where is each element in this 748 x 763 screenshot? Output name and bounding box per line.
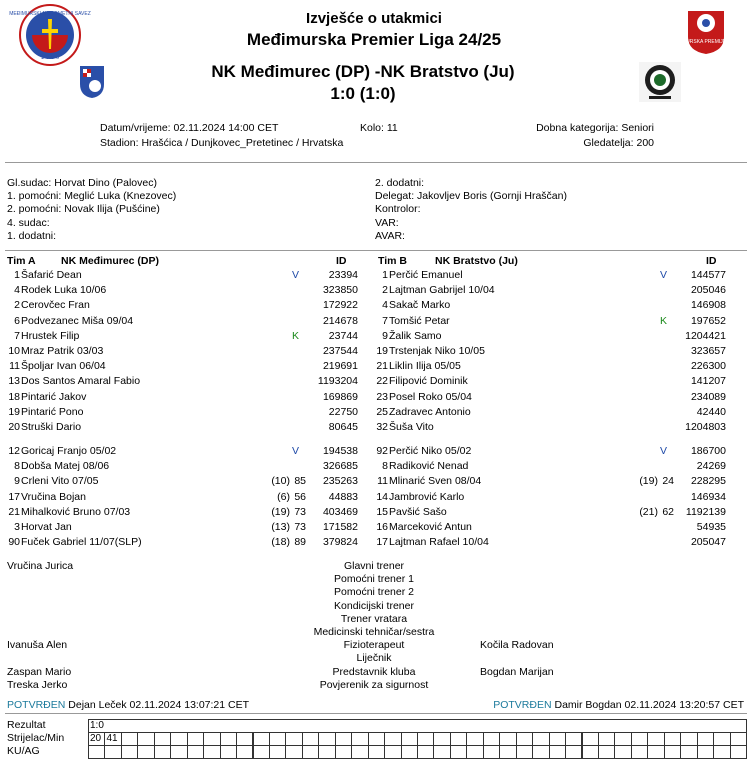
player-name: Lajtman Rafael 10/04: [389, 536, 489, 549]
player-id: 141207: [690, 375, 726, 388]
player-name: Žalik Samo: [389, 329, 442, 342]
staff-role: Medicinski tehničar/sestra: [313, 626, 435, 639]
official-row: Delegat: Jakovljev Boris (Gornji Hraščan): [375, 190, 567, 203]
player-number: 8: [14, 460, 20, 473]
player-name: Mlinarić Sven 08/04: [389, 475, 482, 488]
scorer-cell: [582, 732, 599, 746]
player-name: Vručina Bojan: [21, 490, 86, 503]
official-row: Kontrolor:: [375, 203, 421, 216]
kuag-cell: [269, 745, 286, 759]
player-name: Struški Dario: [21, 421, 82, 433]
player-name: Fuček Gabriel 11/07(SLP): [21, 536, 142, 549]
scorer-cell: [384, 732, 401, 746]
player-sub-minute: 73: [294, 505, 306, 518]
scorer-cell: [236, 732, 253, 746]
player-name: Špoljar Ivan 06/04: [21, 360, 106, 373]
player-name: Marceković Antun: [389, 521, 472, 533]
player-number: 4: [14, 284, 20, 297]
confirm-a: [7, 699, 249, 711]
player-name: Horvat Jan: [21, 521, 72, 533]
player-name: Dobša Matej 08/06: [21, 460, 110, 473]
scorer-cell: [532, 732, 549, 746]
confirm-a-status: POTVRĐEN: [7, 699, 66, 711]
kuag-cell: [236, 745, 253, 759]
officials-left: [7, 177, 176, 243]
player-id: 228295: [690, 475, 726, 488]
player-sub-for: (21): [639, 505, 658, 518]
scorer-cell: [565, 732, 582, 746]
player-name: Jambrović Karlo: [389, 490, 465, 503]
player-id: 323657: [690, 345, 726, 357]
scorer-cell: [187, 732, 204, 746]
player-number: 21: [376, 360, 388, 373]
player-name: Šafarić Dean: [21, 269, 82, 281]
match-stadium: Stadion: Hrašćica / Dunjkovec_Pretetinec / Hrvatska: [100, 137, 344, 149]
player-name: Šuša Vito: [389, 421, 434, 433]
player-id: 1192139: [685, 505, 726, 518]
kuag-cell: [253, 745, 270, 759]
scorer-cell: [647, 732, 664, 746]
player-name: Dos Santos Amaral Fabio: [21, 375, 141, 388]
player-number: 16: [376, 521, 388, 533]
kuag-cell: [302, 745, 319, 759]
player-id: 194538: [322, 445, 358, 457]
official-row: 2. dodatni:: [375, 177, 425, 189]
player-name: Crleni Vito 07/05: [21, 475, 99, 488]
match-round: Kolo: 11: [360, 122, 398, 134]
player-id: 80645: [328, 421, 358, 433]
staff-role: Kondicijski trener: [334, 599, 414, 612]
kuag-cell: [417, 745, 434, 759]
player-role-mark: V: [660, 269, 668, 281]
staff-role: Predstavnik kluba: [332, 665, 416, 678]
scorer-cell: [730, 732, 747, 746]
result-grid: [88, 719, 746, 759]
player-sub-minute: 89: [294, 536, 306, 549]
player-name: Hrustek Filip: [21, 329, 80, 342]
player-name: Posel Roko 05/04: [389, 390, 472, 403]
player-id: 197652: [690, 314, 726, 327]
player-role-mark: V: [292, 269, 300, 281]
staff-roles: [262, 560, 486, 692]
kuag-cell: [318, 745, 335, 759]
scorer-cell: [713, 732, 730, 746]
player-id: 169869: [322, 390, 358, 403]
player-name: Rodek Luka 10/06: [21, 284, 107, 297]
officials-right: [375, 177, 567, 243]
scorer-cell: [318, 732, 335, 746]
kuag-cell: [516, 745, 533, 759]
player-id: 172922: [322, 299, 358, 312]
match-title: NK Međimurec (DP) -NK Bratstvo (Ju): [211, 62, 515, 81]
kuag-cell: [532, 745, 549, 759]
player-name: Trstenjak Niko 10/05: [389, 345, 485, 357]
player-id: 23744: [328, 329, 358, 342]
player-number: 1: [14, 269, 20, 281]
kuag-cell: [631, 745, 648, 759]
player-id: 24269: [696, 460, 726, 473]
kuag-cell: [664, 745, 681, 759]
mns-logo-year: 1 9 5 0: [40, 55, 60, 61]
kuag-cell: [433, 745, 450, 759]
scorer-cell: [121, 732, 138, 746]
player-number: 11: [377, 475, 388, 488]
player-name: Perčić Niko 05/02: [389, 445, 472, 457]
player-name: Tomšić Petar: [389, 314, 450, 327]
kuag-cell: [170, 745, 187, 759]
player-id: 144577: [690, 269, 726, 281]
team-a-label: Tim A: [7, 255, 36, 267]
player-number: 4: [382, 299, 388, 312]
match-datetime: Datum/vrijeme: 02.11.2024 14:00 CET: [100, 122, 279, 134]
staff-role: Liječnik: [356, 652, 392, 665]
player-id: 237544: [322, 345, 358, 357]
player-name: Goricaj Franjo 05/02: [21, 445, 117, 457]
report-title: Izvješće o utakmici: [306, 10, 442, 27]
player-number: 15: [376, 505, 388, 518]
scorer-cell: [483, 732, 500, 746]
player-sub-for: (19): [271, 505, 290, 518]
player-number: 1: [382, 269, 388, 281]
player-id: 403469: [322, 505, 358, 518]
player-id: 23394: [328, 269, 358, 281]
player-sub-minute: 62: [662, 505, 674, 518]
scorer-cell: [598, 732, 615, 746]
mns-logo-text: MEĐIMURSKI NOGOMETNI SAVEZ: [9, 11, 91, 17]
staff-a-rep: Zaspan Mario: [7, 666, 72, 678]
player-number: 2: [14, 299, 20, 312]
player-name: Pintarić Pono: [21, 405, 84, 418]
player-number: 10: [8, 345, 20, 357]
league-name: Međimurska Premier Liga 24/25: [246, 30, 502, 49]
player-id: 1204803: [685, 421, 726, 433]
scorer-cell: [466, 732, 483, 746]
kuag-cell: [713, 745, 730, 759]
staff-a-physio: Ivanuša Alen: [7, 639, 68, 651]
scorer-cell: [170, 732, 187, 746]
kuag-cell: [121, 745, 138, 759]
kuag-cell: [154, 745, 171, 759]
kuag-cell: [351, 745, 368, 759]
divider: [5, 713, 747, 714]
age-category: Dobna kategorija: Seniori: [536, 122, 654, 134]
player-sub-minute: 24: [662, 475, 674, 488]
player-id: 205047: [690, 536, 726, 549]
player-name: Perčić Emanuel: [389, 269, 463, 281]
player-number: 14: [376, 490, 388, 503]
player-number: 7: [14, 329, 20, 342]
scorer-cell: [614, 732, 631, 746]
player-name: Mihalković Bruno 07/03: [21, 505, 131, 518]
staff-role: Pomoćni trener 1: [334, 573, 414, 586]
kuag-cell: [466, 745, 483, 759]
player-number: 23: [376, 390, 388, 403]
player-name: Zadravec Antonio: [389, 405, 471, 418]
player-number: 8: [382, 460, 388, 473]
staff-role: Fizioterapeut: [343, 639, 405, 652]
player-id: 379824: [322, 536, 358, 549]
team-a-name: NK Međimurec (DP): [61, 255, 160, 267]
player-id: 235263: [322, 475, 358, 488]
kuag-cell: [335, 745, 352, 759]
strijelac-label: Strijelac/Min: [7, 732, 65, 744]
player-name: Filipović Dominik: [389, 375, 468, 388]
player-number: 19: [376, 345, 388, 357]
player-sub-for: (6): [277, 490, 290, 503]
player-number: 17: [8, 490, 20, 503]
player-id: 219691: [322, 360, 358, 373]
player-number: 9: [382, 329, 388, 342]
confirm-b-status: POTVRĐEN: [493, 699, 552, 711]
official-row: 1. dodatni:: [7, 229, 57, 242]
player-name: Pavšić Sašo: [389, 505, 447, 518]
official-row: 4. sudac:: [7, 216, 50, 229]
kuag-cell: [565, 745, 582, 759]
scorer-cell: [697, 732, 714, 746]
player-sub-for: (19): [639, 475, 658, 488]
player-number: 12: [8, 445, 20, 457]
kuag-cell: [285, 745, 302, 759]
player-number: 2: [382, 284, 388, 297]
scorer-cell: [401, 732, 418, 746]
spectators: Gledatelja: 200: [583, 137, 654, 149]
scorer-cell: 41: [104, 732, 121, 746]
scorer-cell: [220, 732, 237, 746]
kuag-cell: [647, 745, 664, 759]
player-name: Lajtman Gabrijel 10/04: [389, 284, 495, 297]
kuag-cell: [88, 745, 105, 759]
divider: [5, 250, 747, 251]
player-id: 171582: [322, 521, 358, 533]
player-sub-for: (10): [271, 475, 290, 488]
scorer-cell: [549, 732, 566, 746]
staff-role: Trener vratara: [340, 612, 408, 625]
kuag-cell: [697, 745, 714, 759]
player-name: Pintarić Jakov: [21, 390, 87, 403]
player-id: 214678: [322, 314, 358, 327]
staff-role: Povjerenik za sigurnost: [319, 678, 429, 691]
kuag-cell: [368, 745, 385, 759]
player-id: 326685: [322, 460, 358, 473]
scorer-cell: [516, 732, 533, 746]
scorer-cell: [450, 732, 467, 746]
team-b-label: Tim B: [378, 255, 407, 267]
team-b-id-header: ID: [706, 255, 717, 267]
kuag-cell: [104, 745, 121, 759]
kuag-cell: [614, 745, 631, 759]
rezultat-cell: 1:0: [88, 719, 747, 733]
kuag-cell: [203, 745, 220, 759]
staff-b-physio: Kočila Radovan: [480, 639, 554, 651]
player-sub-for: (13): [271, 521, 290, 533]
scorer-cell: [680, 732, 697, 746]
scorer-cell: [417, 732, 434, 746]
confirm-b-text: Damir Bogdan 02.11.2024 13:20:57 CET: [554, 699, 744, 711]
kuag-cell: [499, 745, 516, 759]
scorer-cell: [154, 732, 171, 746]
kuag-cell: [483, 745, 500, 759]
kuag-cell: [598, 745, 615, 759]
scorer-cell: [499, 732, 516, 746]
player-number: 13: [8, 375, 20, 388]
kuag-label: KU/AG: [7, 745, 40, 757]
player-number: 9: [14, 475, 20, 488]
kuag-cell: [582, 745, 599, 759]
player-number: 11: [9, 360, 20, 373]
match-score: 1:0 (1:0): [330, 84, 396, 103]
player-id: 22750: [328, 405, 358, 418]
player-name: Radiković Nenad: [389, 460, 469, 473]
player-id: 42440: [696, 405, 726, 418]
official-row: 2. pomoćni: Novak Ilija (Pušćine): [7, 203, 160, 216]
player-id: 1204421: [685, 329, 726, 342]
scorer-cell: [302, 732, 319, 746]
kuag-cell: [730, 745, 747, 759]
player-id: 234089: [690, 390, 726, 403]
confirm-b: [493, 699, 744, 711]
player-role-mark: K: [292, 329, 300, 342]
player-number: 20: [8, 421, 20, 433]
player-number: 32: [376, 421, 388, 433]
official-row: 1. pomoćni: Meglić Luka (Knezovec): [7, 190, 177, 203]
player-number: 17: [376, 536, 388, 549]
player-name: Mraz Patrik 03/03: [21, 345, 104, 357]
scorer-cell: [285, 732, 302, 746]
player-sub-minute: 56: [294, 490, 306, 503]
player-number: 25: [376, 405, 388, 418]
player-role-mark: V: [292, 445, 300, 457]
player-number: 18: [8, 390, 20, 403]
kuag-cell: [220, 745, 237, 759]
player-role-mark: V: [660, 445, 668, 457]
player-number: 3: [14, 521, 20, 533]
scorer-cell: [368, 732, 385, 746]
kuag-cell: [137, 745, 154, 759]
scorer-cell: [335, 732, 352, 746]
player-number: 90: [8, 536, 20, 549]
kuag-cell: [680, 745, 697, 759]
official-row: VAR:: [375, 216, 399, 229]
official-row: AVAR:: [375, 229, 405, 242]
scorer-cell: [137, 732, 154, 746]
player-id: 205046: [690, 284, 726, 297]
scorer-cell: [631, 732, 648, 746]
staff-role: Pomoćni trener 2: [334, 586, 414, 599]
kuag-cell: [549, 745, 566, 759]
player-number: 92: [376, 445, 388, 457]
divider: [5, 162, 747, 163]
player-id: 186700: [690, 445, 726, 457]
player-number: 21: [8, 505, 20, 518]
player-role-mark: K: [660, 314, 668, 327]
player-sub-minute: 73: [294, 521, 306, 533]
scorer-cell: [664, 732, 681, 746]
scorer-cell: [253, 732, 270, 746]
player-id: 146908: [690, 299, 726, 312]
player-id: 226300: [690, 360, 726, 373]
player-id: 146934: [690, 490, 726, 503]
player-name: Sakač Marko: [389, 299, 451, 312]
kuag-cell: [187, 745, 204, 759]
player-number: 7: [382, 314, 388, 327]
rezultat-label: Rezultat: [7, 719, 46, 731]
player-sub-for: (18): [271, 536, 290, 549]
confirm-a-text: Dejan Leček 02.11.2024 13:07:21 CET: [68, 699, 250, 711]
staff-a-head-coach: Vručina Jurica: [7, 560, 74, 572]
scorer-cell: [351, 732, 368, 746]
player-id: 1193204: [317, 375, 358, 388]
scorer-cell: [203, 732, 220, 746]
staff-b-rep: Bogdan Marijan: [480, 666, 554, 678]
kuag-cell: [384, 745, 401, 759]
player-id: 54935: [696, 521, 726, 533]
official-row: Gl.sudac: Horvat Dino (Palovec): [7, 177, 157, 189]
team-b-name: NK Bratstvo (Ju): [435, 255, 518, 267]
player-name: Podvezanec Miša 09/04: [21, 314, 134, 327]
player-sub-minute: 85: [294, 475, 306, 488]
kuag-cell: [401, 745, 418, 759]
team-a-id-header: ID: [336, 255, 347, 267]
kuag-cell: [450, 745, 467, 759]
player-name: Cerovčec Fran: [21, 299, 90, 312]
staff-role: Glavni trener: [343, 560, 405, 572]
league-logo-text: MEĐIMURSKA PREMIJER LIGA: [669, 39, 743, 45]
scorer-cell: [433, 732, 450, 746]
result-labels: [7, 719, 64, 758]
player-name: Liklin Ilija 05/05: [389, 360, 461, 373]
player-id: 323850: [322, 284, 358, 297]
player-number: 22: [376, 375, 388, 388]
player-id: 44883: [328, 490, 358, 503]
staff-a-security: Treska Jerko: [7, 679, 68, 691]
scorer-cell: 20: [88, 732, 105, 746]
scorer-cell: [269, 732, 286, 746]
player-number: 6: [14, 314, 20, 327]
player-number: 19: [8, 405, 20, 418]
